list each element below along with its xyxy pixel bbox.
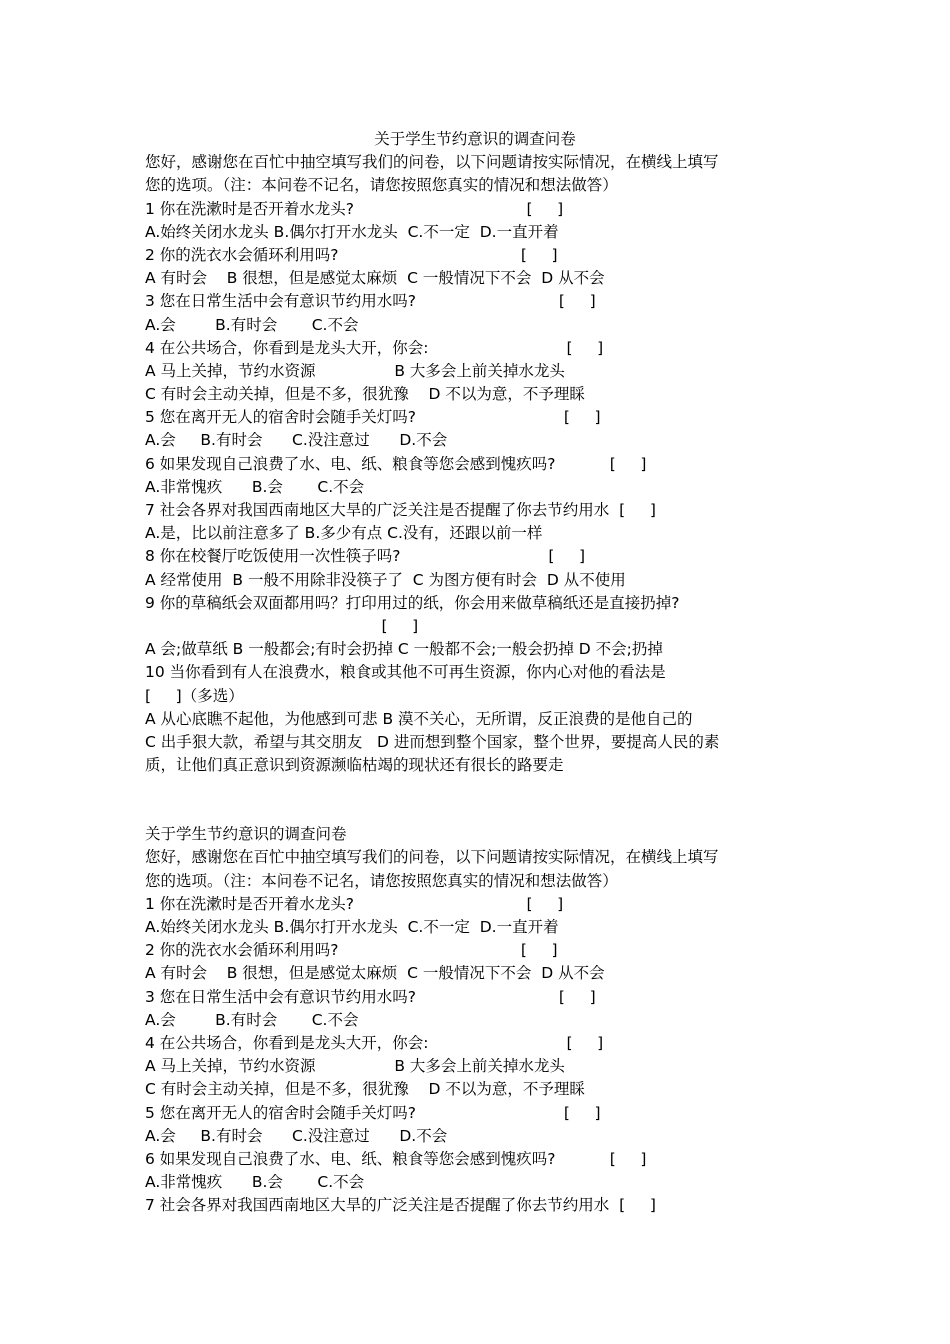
- questionnaire-line: 7 社会各界对我国西南地区大旱的广泛关注是否提醒了你去节约用水 [ ]: [145, 1196, 656, 1215]
- questionnaire-line: A.非常愧疚 B.会 C.不会: [145, 477, 365, 496]
- questionnaire-line: A 会;做草纸 B 一般都会;有时会扔掉 C 一般都不会;一般会扔掉 D 不会;扔掉: [145, 640, 663, 659]
- questionnaire-section-2: [145, 823, 805, 1217]
- questionnaire-line: 您的选项。（注：本问卷不记名，请您按照您真实的情况和想法做答）: [145, 176, 618, 195]
- questionnaire-line: 6 如果发现自己浪费了水、电、纸、粮食等您会感到愧疚吗? [ ]: [145, 454, 647, 473]
- questionnaire-line: A.始终关闭水龙头 B.偶尔打开水龙头 C.不一定 D.一直开着: [145, 222, 559, 241]
- questionnaire-line: [ ]: [145, 616, 419, 635]
- questionnaire-line: 5 您在离开无人的宿舍时会随手关灯吗? [ ]: [145, 1103, 601, 1122]
- questionnaire-line: A.非常愧疚 B.会 C.不会: [145, 1173, 365, 1192]
- questionnaire-line: C 有时会主动关掉，但是不多，很犹豫 D 不以为意，不予理睬: [145, 1080, 585, 1099]
- questionnaire-line: 10 当你看到有人在浪费水，粮食或其他不可再生资源，你内心对他的看法是: [145, 663, 666, 682]
- questionnaire-line: 1 你在洗漱时是否开着水龙头? [ ]: [145, 894, 564, 913]
- questionnaire-line: 2 你的洗衣水会循环利用吗? [ ]: [145, 245, 558, 264]
- questionnaire-line: A 经常使用 B 一般不用除非没筷子了 C 为图方便有时会 D 从不使用: [145, 570, 626, 589]
- questionnaire-line: A 有时会 B 很想，但是感觉太麻烦 C 一般情况下不会 D 从不会: [145, 964, 605, 983]
- questionnaire-line: A 有时会 B 很想，但是感觉太麻烦 C 一般情况下不会 D 从不会: [145, 269, 605, 288]
- questionnaire-line: 7 社会各界对我国西南地区大旱的广泛关注是否提醒了你去节约用水 [ ]: [145, 501, 656, 519]
- questionnaire-line: A.始终关闭水龙头 B.偶尔打开水龙头 C.不一定 D.一直开着: [145, 918, 559, 936]
- questionnaire-line: C 出手狠大款，希望与其交朋友 D 进而想到整个国家，整个世界，要提高人民的素: [145, 732, 720, 751]
- questionnaire-line: A 马上关掉，节约水资源 B 大多会上前关掉水龙头: [145, 1057, 565, 1076]
- questionnaire-title: 关于学生节约意识的调查问卷: [374, 130, 576, 148]
- questionnaire-line: A.是，比以前注意多了 B.多少有点 C.没有，还跟以前一样: [145, 524, 543, 543]
- questionnaire-line: 2 你的洗衣水会循环利用吗? [ ]: [145, 941, 558, 960]
- questionnaire-line: A.会 B.有时会 C.没注意过 D.不会: [145, 1126, 448, 1145]
- questionnaire-line: 质，让他们真正意识到资源濒临枯竭的现状还有很长的路要走: [145, 756, 564, 775]
- questionnaire-line: A 从心底瞧不起他，为他感到可悲 B 漠不关心，无所谓，反正浪费的是他自己的: [145, 709, 693, 728]
- questionnaire-line: A.会 B.有时会 C.没注意过 D.不会: [145, 431, 448, 450]
- questionnaire-line: [ ]（多选）: [145, 686, 244, 705]
- questionnaire-line: 4 在公共场合，你看到是龙头大开，你会: [ ]: [145, 1033, 604, 1052]
- questionnaire-section-1: [145, 128, 805, 777]
- questionnaire-line: A.会 B.有时会 C.不会: [145, 1010, 359, 1029]
- questionnaire-line: 4 在公共场合，你看到是龙头大开，你会: [ ]: [145, 338, 604, 357]
- questionnaire-line: A.会 B.有时会 C.不会: [145, 315, 359, 334]
- section-gap: [145, 777, 805, 823]
- questionnaire-line: 您好，感谢您在百忙中抽空填写我们的问卷，以下问题请按实际情况，在横线上填写: [145, 848, 719, 867]
- questionnaire-line: 您的选项。（注：本问卷不记名，请您按照您真实的情况和想法做答）: [145, 871, 618, 890]
- questionnaire-line: A 马上关掉，节约水资源 B 大多会上前关掉水龙头: [145, 361, 565, 380]
- questionnaire-title: 关于学生节约意识的调查问卷: [145, 825, 347, 844]
- questionnaire-line: 1 你在洗漱时是否开着水龙头? [ ]: [145, 199, 564, 218]
- questionnaire-line: 您好，感谢您在百忙中抽空填写我们的问卷，以下问题请按实际情况，在横线上填写: [145, 153, 719, 172]
- questionnaire-line: 3 您在日常生活中会有意识节约用水吗? [ ]: [145, 292, 596, 311]
- questionnaire-line: 3 您在日常生活中会有意识节约用水吗? [ ]: [145, 987, 596, 1006]
- questionnaire-line: 5 您在离开无人的宿舍时会随手关灯吗? [ ]: [145, 408, 601, 427]
- questionnaire-line: C 有时会主动关掉，但是不多，很犹豫 D 不以为意，不予理睬: [145, 385, 585, 404]
- questionnaire-line: 8 你在校餐厅吃饭使用一次性筷子吗? [ ]: [145, 547, 586, 566]
- questionnaire-line: 6 如果发现自己浪费了水、电、纸、粮食等您会感到愧疚吗? [ ]: [145, 1149, 647, 1168]
- questionnaire-line: 9 你的草稿纸会双面都用吗？打印用过的纸，你会用来做草稿纸还是直接扔掉?: [145, 593, 680, 612]
- document-page: [145, 128, 805, 1217]
